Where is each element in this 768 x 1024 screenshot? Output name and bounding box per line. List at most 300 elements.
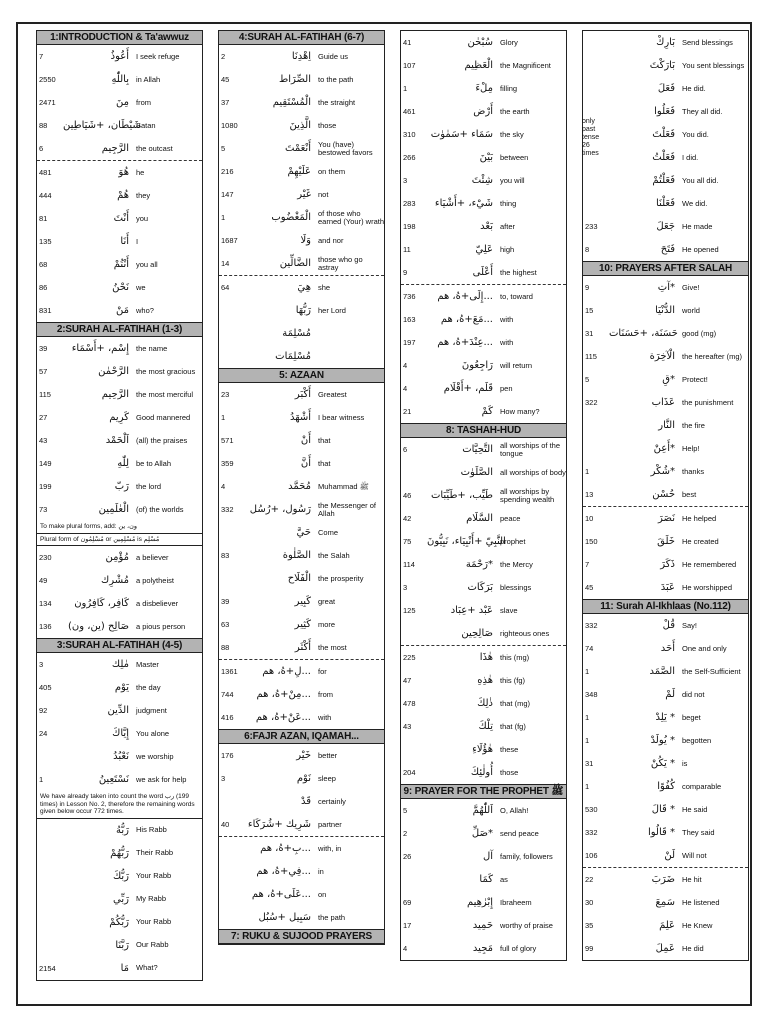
arabic-term: إِلَى+هُ، هم... (437, 291, 493, 302)
column-1 (36, 30, 203, 998)
vocab-row (37, 45, 202, 68)
arabic-term: رَبِّي (113, 893, 129, 905)
vocab-row (583, 530, 748, 553)
arabic-term: سُبْحٰن (467, 37, 493, 48)
occurrence-count: 4 (403, 384, 408, 393)
english-meaning: all worships by spending wealth (500, 486, 555, 504)
arabic-term: فَعَلْتَ (652, 129, 675, 140)
vocab-row (37, 911, 202, 934)
vocab-row (583, 460, 748, 483)
occurrence-count: 444 (39, 191, 52, 200)
english-meaning: a believer (136, 552, 169, 562)
occurrence-count: 233 (585, 222, 598, 231)
occurrence-count: 3 (403, 583, 408, 592)
arabic-term: النَّار (658, 420, 675, 431)
vocab-row (219, 406, 384, 429)
arabic-term: يَوْم (114, 682, 129, 693)
vocab-row (219, 883, 384, 906)
arabic-term: الصَّلَوٰت (460, 467, 493, 478)
occurrence-count: 197 (403, 338, 416, 347)
occurrence-count: 92 (39, 706, 48, 715)
arabic-term: هِيَ (297, 282, 311, 293)
arabic-term: مَعَ+هُ، هم... (440, 314, 493, 325)
arabic-term: أَنْعَمْتَ (285, 143, 311, 154)
section-title: 11: Surah Al-Ikhlaas (No.112) (583, 599, 748, 614)
english-meaning: the most gracious (136, 366, 196, 376)
english-meaning: He helped (682, 513, 717, 523)
vocab-row (219, 813, 384, 836)
arabic-term: رَسُول، +رُسُل (249, 504, 311, 515)
english-meaning: prophet (500, 536, 526, 546)
vocab-row (401, 31, 566, 54)
vocab-row (219, 659, 384, 683)
occurrence-count: 11 (403, 245, 411, 254)
english-meaning: Say! (682, 620, 698, 630)
arabic-term: اَلْحَمْد (105, 435, 129, 446)
occurrence-count: 332 (221, 505, 234, 514)
vocabulary-sheet (16, 22, 752, 1006)
vocab-row (583, 576, 748, 599)
english-meaning: Greatest (318, 389, 347, 399)
english-meaning: You all did. (682, 175, 719, 185)
vocab-row (401, 400, 566, 423)
vocab-row (37, 699, 202, 722)
english-meaning: He said (682, 804, 708, 814)
english-meaning: family, followers (500, 851, 553, 861)
arabic-term: شِئْتَ (471, 175, 493, 186)
occurrence-count: 736 (403, 292, 416, 301)
english-meaning: Come (318, 527, 339, 537)
vocab-row (583, 937, 748, 960)
english-meaning: You did. (682, 129, 709, 139)
occurrence-count: 134 (39, 599, 52, 608)
occurrence-count: 7 (585, 560, 590, 569)
arabic-term: صَالِحِين (461, 628, 493, 639)
section-title: 10: PRAYERS AFTER SALAH (583, 261, 748, 276)
occurrence-count: 1 (585, 713, 590, 722)
english-meaning: a polytheist (136, 575, 174, 585)
occurrence-count: 88 (221, 643, 230, 652)
english-meaning: the path (318, 912, 346, 922)
arabic-term: قِ* (662, 374, 675, 385)
arabic-term: أَنَّ (300, 458, 311, 469)
english-meaning: they (136, 190, 151, 200)
occurrence-count: 2 (221, 52, 226, 61)
occurrence-count: 1 (585, 736, 590, 745)
vocab-row (219, 744, 384, 767)
occurrence-count: 106 (585, 851, 598, 860)
vocab-row (583, 729, 748, 752)
english-meaning: He created (682, 536, 719, 546)
english-meaning: after (500, 221, 516, 231)
arabic-term: لَمْ (665, 689, 675, 700)
arabic-term: شَرِيك +شُرَكَاء (247, 819, 311, 830)
english-meaning: (all) the praises (136, 435, 188, 445)
english-meaning: One and only (682, 643, 727, 653)
arabic-term: كُفُوًا (657, 781, 675, 792)
occurrence-count: 230 (39, 553, 52, 562)
occurrence-count: 310 (403, 130, 416, 139)
section-title: 2:SURAH AL-FATIHAH (1-3) (37, 322, 202, 337)
english-meaning: He hit (682, 874, 702, 884)
english-meaning: His Rabb (136, 825, 167, 834)
occurrence-count: 744 (221, 690, 234, 699)
arabic-term: الَّذِينَ (289, 120, 311, 131)
occurrence-count: 42 (403, 514, 412, 523)
vocab-row (219, 706, 384, 729)
arabic-term: عِنْدَ+هُ، هم... (437, 337, 493, 348)
occurrence-count: 114 (403, 560, 415, 569)
arabic-term: الصَّمَد (649, 666, 675, 677)
vocab-row (37, 653, 202, 676)
vocab-row (583, 215, 748, 238)
english-meaning: Muhammad ﷺ (318, 481, 369, 491)
occurrence-count: 68 (39, 260, 48, 269)
vocab-row (37, 184, 202, 207)
vocab-row (37, 230, 202, 253)
arabic-term: السَّلَام (466, 513, 493, 524)
english-meaning: with, in (318, 843, 342, 853)
arabic-term: الضَّالِّين (279, 258, 311, 269)
occurrence-count: 47 (403, 676, 412, 685)
arabic-term: حَمِيد (472, 920, 493, 931)
english-meaning: you will (500, 175, 525, 185)
occurrence-count: 416 (221, 713, 234, 722)
arabic-term: بِ+هُ، هم... (260, 843, 311, 854)
arabic-term: بِاللّٰهِ (111, 74, 129, 85)
vocab-row (583, 77, 748, 100)
occurrence-count: 49 (39, 576, 48, 585)
occurrence-count: 13 (585, 490, 594, 499)
arabic-term: مَنْ (116, 305, 129, 316)
arabic-term: الدُّنْيَا (655, 305, 675, 316)
english-meaning: with (500, 337, 514, 347)
occurrence-count: 1 (221, 413, 226, 422)
occurrence-count: 6 (39, 144, 44, 153)
occurrence-count: 14 (221, 259, 230, 268)
vocab-row (37, 957, 202, 980)
english-meaning: you (136, 213, 149, 223)
english-meaning: high (500, 244, 515, 254)
vocab-row (219, 183, 384, 206)
english-meaning: He made (682, 221, 713, 231)
vocab-row (219, 906, 384, 929)
occurrence-count: 3 (221, 774, 226, 783)
arabic-term: كَرِيم (109, 412, 129, 423)
english-meaning: the Salah (318, 550, 350, 560)
vocab-row (583, 752, 748, 775)
arabic-term: اَللّٰهُمَّ (472, 805, 493, 816)
vocab-row (401, 100, 566, 123)
arabic-term: بَارَكْتَ (649, 60, 675, 71)
arabic-term: قَلَم، +أَقْلَام (443, 383, 493, 394)
occurrence-count: 199 (39, 482, 52, 491)
vocab-row (401, 461, 566, 484)
english-meaning: the day (136, 682, 161, 692)
arabic-term: مَجِيد (472, 943, 493, 954)
vocab-row (583, 169, 748, 192)
english-meaning: the Mercy (500, 559, 533, 569)
arabic-term: نَحْنُ (112, 282, 129, 293)
english-meaning: these (500, 744, 519, 754)
english-meaning: the punishment (682, 397, 734, 407)
english-meaning: How many? (500, 406, 540, 416)
arabic-term: إِسْم، +أَسْمَاء (71, 343, 129, 354)
vocab-row (583, 192, 748, 215)
occurrence-count: 22 (585, 875, 594, 884)
section-title: 3:SURAH AL-FATIHAH (4-5) (37, 638, 202, 653)
english-meaning: He did. (682, 83, 706, 93)
occurrence-count: 7 (39, 52, 44, 61)
english-meaning: the straight (318, 97, 356, 107)
vocab-row (219, 345, 384, 368)
english-meaning: worthy of praise (500, 920, 553, 930)
occurrence-count: 348 (585, 690, 598, 699)
english-meaning: He listened (682, 897, 720, 907)
english-meaning: the Magnificent (500, 60, 551, 70)
occurrence-count: 74 (585, 644, 594, 653)
english-meaning: They said (682, 827, 715, 837)
section-title: 1:INTRODUCTION & Ta'awwuz (37, 30, 202, 45)
english-meaning: of those who earned (Your) wrath (318, 208, 385, 226)
vocab-row (37, 207, 202, 230)
arabic-term: فَعَلْتُمْ (652, 175, 675, 186)
occurrence-count: 64 (221, 283, 230, 292)
english-meaning: You sent blessings (682, 60, 745, 70)
section-title: 6:FAJR AZAN, IQAMAH... (219, 729, 384, 744)
english-meaning: Good mannered (136, 412, 191, 422)
english-meaning: a disbeliever (136, 598, 179, 608)
occurrence-count: 198 (403, 222, 416, 231)
vocab-row (37, 91, 202, 114)
arabic-term: فَعَلُوا (654, 106, 675, 117)
vocab-row (401, 622, 566, 645)
english-meaning: He did (682, 943, 704, 953)
vocab-row (37, 383, 202, 406)
arabic-term: أَعُوذُ (110, 51, 129, 62)
vocab-row (401, 761, 566, 784)
plural-note: To make plural forms, add: ون، ين (37, 521, 202, 534)
vocab-row (401, 308, 566, 331)
arabic-term: عَبْد +عِبَاد (450, 605, 493, 616)
occurrence-count: 831 (39, 306, 52, 315)
english-meaning: the highest (500, 267, 537, 277)
english-meaning: those (500, 767, 519, 777)
arabic-term: وَلَا (300, 235, 311, 246)
arabic-term: أَعِنْ* (653, 443, 675, 454)
english-meaning: to the path (318, 74, 354, 84)
vocab-row (401, 146, 566, 169)
english-meaning: the fire (682, 420, 705, 430)
occurrence-count: 135 (39, 237, 52, 246)
occurrence-count: 63 (221, 620, 230, 629)
arabic-term: قُلْ (662, 620, 675, 631)
occurrence-count: 5 (585, 375, 590, 384)
vocab-row (37, 722, 202, 745)
vocab-row (37, 569, 202, 592)
occurrence-count: 3 (403, 176, 408, 185)
arabic-term: سَمَاء +سَمٰوٰت (430, 129, 493, 140)
vocab-row (401, 507, 566, 530)
english-meaning: the earth (500, 106, 530, 116)
arabic-term: عَلِيّ (475, 244, 493, 255)
vocab-row (583, 844, 748, 867)
occurrence-count: 283 (403, 199, 416, 208)
occurrence-count: 24 (39, 729, 48, 738)
english-meaning: the prosperity (318, 573, 364, 583)
english-meaning: O, Allah! (500, 805, 529, 815)
arabic-term: أَشْهَدُ (289, 412, 311, 423)
occurrence-count: 27 (39, 413, 48, 422)
section-title: 9: PRAYER FOR THE PROPHET ﷺ (401, 784, 566, 799)
occurrence-count: 1 (585, 782, 590, 791)
vocab-row (401, 331, 566, 354)
arabic-term: الْآخِرَة (649, 351, 675, 362)
occurrence-count: 530 (585, 805, 598, 814)
occurrence-count: 115 (39, 390, 51, 399)
english-meaning: What? (136, 963, 158, 972)
english-meaning: that (318, 458, 331, 468)
arabic-term: رَحْمَة* (465, 559, 493, 570)
english-meaning: peace (500, 513, 521, 523)
arabic-term: كَافِر، كَافِرُون (74, 598, 129, 609)
vocab-row (37, 276, 202, 299)
arabic-term: رَبُّكُمْ (109, 916, 129, 928)
occurrence-count: 81 (39, 214, 48, 223)
english-meaning: you all (136, 259, 158, 269)
occurrence-count: 147 (221, 190, 234, 199)
occurrence-count: 37 (221, 98, 230, 107)
english-meaning: Our Rabb (136, 940, 169, 949)
arabic-term: أَعْلَى (472, 267, 493, 278)
vocab-row (401, 261, 566, 284)
arabic-term: رَبُّهُ (116, 824, 129, 836)
occurrence-count: 4 (221, 482, 226, 491)
arabic-term: عَمِلَ (655, 943, 675, 954)
vocab-row (583, 798, 748, 821)
english-meaning: this (mg) (500, 652, 530, 662)
english-meaning: righteous ones (500, 628, 550, 638)
vocab-row (401, 484, 566, 507)
vocab-row (219, 498, 384, 521)
vocab-row (219, 114, 384, 137)
english-meaning: more (318, 619, 336, 629)
arabic-term: فَعَلَ (657, 83, 675, 94)
arabic-term: الْعَظِيم (464, 60, 493, 71)
vocab-row (219, 452, 384, 475)
english-meaning: I did. (682, 152, 699, 162)
english-meaning: Ibraheem (500, 897, 532, 907)
english-meaning: Their Rabb (136, 848, 174, 857)
vocab-row (37, 768, 202, 791)
arabic-term: شَيْء، +أَشْيَاء (434, 198, 493, 209)
arabic-term: فِي+هُ، هم... (256, 866, 311, 877)
english-meaning: thing (500, 198, 517, 208)
occurrence-count: 41 (403, 38, 412, 47)
arabic-term: رَبّ (114, 481, 129, 492)
arabic-term: قَالُوا * (647, 827, 675, 838)
occurrence-count: 69 (403, 898, 412, 907)
occurrence-count: 21 (403, 407, 412, 416)
vocab-row (401, 914, 566, 937)
arabic-term: لِلّٰهِ (117, 458, 129, 469)
english-meaning: thanks (682, 466, 705, 476)
vocab-row (583, 614, 748, 637)
english-meaning: filling (500, 83, 518, 93)
arabic-term: مُسْلِمَة (282, 328, 311, 339)
vocab-row (401, 438, 566, 461)
vocab-row (401, 799, 566, 822)
vocab-row (583, 683, 748, 706)
arabic-term: يُولَدْ * (650, 735, 675, 746)
arabic-term: أَنْتُمْ (113, 259, 129, 270)
english-meaning: who? (136, 305, 154, 315)
occurrence-count: 204 (403, 768, 416, 777)
occurrence-count: 5 (221, 144, 226, 153)
english-meaning: full of glory (500, 943, 537, 953)
arabic-term: عَنْ+هُ، هم... (255, 712, 311, 723)
vocab-row (219, 206, 384, 229)
arabic-term: خَلَقَ (657, 536, 675, 547)
vocab-row (37, 114, 202, 137)
occurrence-count: 31 (585, 759, 594, 768)
vocab-row (583, 54, 748, 77)
arabic-term: كَبِير (294, 596, 311, 607)
english-meaning: for (318, 666, 327, 676)
english-meaning: that (318, 435, 331, 445)
occurrence-count: 45 (585, 583, 594, 592)
arabic-term: كَمْ (481, 406, 493, 417)
english-meaning: Glory (500, 37, 518, 47)
vocab-row (37, 745, 202, 768)
side-note: only past tense 26 times (582, 118, 600, 157)
english-meaning: better (318, 750, 338, 760)
occurrence-count: 5 (403, 806, 408, 815)
arabic-term: نَوْم (296, 773, 311, 784)
vocab-row (219, 521, 384, 544)
english-meaning: the most merciful (136, 389, 194, 399)
section-title: 5: AZAAN (219, 368, 384, 383)
arabic-term: أُولٰئِكَ (470, 767, 493, 778)
rabb-note: We have already taken into count the word رب (199 times) in Lesson No. 2, therefore the remaining words given below occur 772 times. (37, 791, 202, 819)
vocab-row (583, 345, 748, 368)
vocab-row (37, 498, 202, 521)
arabic-term: تِلْكَ (478, 721, 493, 732)
occurrence-count: 4 (403, 944, 408, 953)
english-meaning: the most (318, 642, 347, 652)
arabic-term: الرَّجِيم (101, 143, 129, 154)
arabic-term: آل (482, 851, 493, 862)
vocab-row (401, 692, 566, 715)
arabic-term: كَثِير (294, 619, 311, 630)
english-meaning: did not (682, 689, 705, 699)
vocab-row (401, 891, 566, 914)
english-meaning: My Rabb (136, 894, 167, 903)
occurrence-count: 88 (39, 121, 48, 130)
occurrence-count: 1 (585, 467, 590, 476)
arabic-term: يَكُنْ * (650, 758, 675, 769)
vocab-row (401, 192, 566, 215)
english-meaning: he (136, 167, 145, 177)
english-meaning: He opened (682, 244, 719, 254)
english-meaning: in Allah (136, 74, 161, 84)
arabic-term: حَسَنَة، +حَسَنَات (609, 328, 678, 339)
vocab-row (583, 553, 748, 576)
english-meaning: He remembered (682, 559, 737, 569)
occurrence-count: 3 (39, 660, 44, 669)
arabic-term: مَا (120, 962, 129, 974)
occurrence-count: 2471 (39, 98, 56, 107)
